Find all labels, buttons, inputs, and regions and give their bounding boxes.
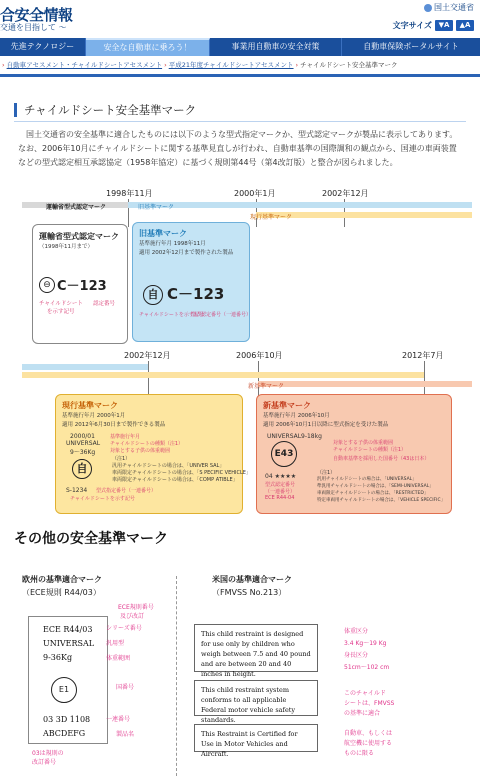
current-mark-code-note: 型式指定番号（一連番号） [96,488,157,494]
new-mark-left-note: （一連番号） [265,489,296,495]
band-new [258,381,472,387]
new-mark-apply: 2006年10月1日以降に型式指定を受けた製品 [275,422,389,428]
current-mark-note: 基準施行年月 [110,434,141,440]
old-mark-title: 運輸省型式認定マーク [39,232,119,241]
timeline-year: 2006年10月 [236,351,283,360]
breadcrumb-arrow-icon: › [164,61,167,69]
ministry-logo-icon [424,4,432,12]
timeline-year: 2000年1月 [234,189,276,198]
eu-annotation: 汎用型 [106,640,125,647]
us-annotation: このチャイルド [344,690,386,697]
main-nav [0,38,480,56]
new-mark-effective: 基準施行年月 2006年10月 [263,413,330,419]
us-annotation: の基準に適合 [344,710,381,717]
site-header [0,0,480,38]
eu-annotation: 一連番号 [106,716,131,723]
timeline-tick [424,361,425,397]
new-mark-note: 自動車基準を採用した国番号（43は日本） [333,456,430,462]
other-marks-heading: その他の安全基準マーク [14,531,168,547]
breadcrumb-link-h21[interactable]: 平成21年度チャイルドシートアセスメント [168,61,294,69]
us-annotation: 身長区分 [344,652,369,659]
eu-annotation: 製品名 [116,731,135,738]
prev-mark-apply: 2002年12月まで製作された製品 [151,250,234,256]
current-mark-note: 車両限定チャイルドシートの場合は、「S PECIFIC VEHICLE」 [112,470,251,476]
new-mark-m2: 9-18kg [301,433,322,440]
new-mark-m1: UNIVERSAL [267,433,302,440]
old-mark-box [32,224,128,344]
intro-text: 国土交通省の安全基準に適合したものには以下のような型式指定マークか、型式認定マークが製品に表示してあります。なお、2006年10月にチャイルドシートに関する基準見直しが行われ、自動車基準の国際調和の観点から、国連の車両装置などの型式認定相互承認協定（1958年協定）に基づく規則第44号（第4改訂版）と整合が図られました。 [18,130,458,167]
site-subtitle: 交通を目指して ～ [0,23,67,32]
new-mark-symbol-icon: E43 [271,441,297,467]
old-mark-note: チャイルドシート [39,301,83,307]
band-new-label: 新基準マーク [248,383,285,390]
eu-annotation: 03は規則の [32,750,64,757]
eu-mark-line: ECE R44/03 [43,625,93,634]
timeline-year: 2002年12月 [322,189,369,198]
us-annotation: 3.4 Kg～19 Kg [344,640,387,647]
tab-safe-car[interactable]: 安全な自動車に乗ろう！ [86,38,210,56]
prev-mark-symbol-icon: 自 [143,285,163,305]
timeline-year: 2012年7月 [402,351,444,360]
new-mark-left-note: ECE R44-04 [265,495,295,501]
current-mark-effective: 基準施行年月 2000年1月 [62,413,126,419]
prev-mark-note: チャイルドシートを示す記号 [139,312,204,318]
new-mark-note: 車両限定チャイルドシートの場合は、「RESTRICTED」 [317,491,429,496]
timeline-tick [148,361,149,397]
current-mark-code: S-1234 [66,487,88,494]
us-annotation: 体重区分 [344,628,369,635]
header-divider [0,74,480,77]
eu-annotation: 改訂番号 [32,759,57,766]
new-mark-left-note: 型式認定番号 [265,482,296,488]
breadcrumb-link-assessment[interactable]: 自動車アセスメント・チャイルドシートアセスメント [6,61,163,69]
old-mark-symbol-icon: ⊖ [39,277,55,293]
ministry-name: 国土交通省 [434,3,474,12]
band-prev-label: 旧基準マーク [138,204,175,211]
ministry-logo[interactable] [424,2,474,13]
current-mark-note: 対象とする子供の体重範囲 [110,448,171,454]
current-mark-apply: 2012年6月30日まで製作できる製品 [74,422,166,428]
current-mark-symbol-icon: 自 [72,459,92,479]
prev-mark-code: C－123 [167,285,225,303]
font-size-large-button[interactable]: ▲A [456,20,474,31]
eu-mark-title: 欧州の基準適合マーク [22,575,102,584]
site-title[interactable]: 合安全情報 [0,6,73,24]
eu-annotation: ECE規則番号 [118,604,154,611]
font-size-small-button[interactable]: ▼A [435,20,453,31]
current-mark-code-note: チャイルドシートを示す記号 [70,496,135,502]
prev-mark-apply-prefix: 適用 [139,250,151,256]
current-mark-m1: 2000/01 [70,433,95,440]
eu-mark-line: 03 3D 1108 [43,715,91,724]
new-mark-box [256,394,452,514]
new-mark-code: 04 [265,473,273,480]
band-old-label: 運輸省型式認定マーク [46,204,107,211]
us-annotation: 51cm～102 cm [344,664,390,671]
us-annotation: 航空機に使用する [344,740,393,747]
prev-mark-effective: 基準施行年月 1998年11月 [139,241,206,247]
old-mark-code: C－123 [57,279,107,294]
current-mark-m2: UNIVERSAL [66,440,101,447]
current-mark-note-heading: （注1） [112,456,131,462]
current-mark-box [55,394,251,514]
timeline-year: 1998年11月 [106,189,153,198]
eu-mark-line: UNIVERSAL [43,639,95,648]
us-mark-aircraft-box: This Restraint is Certified for Use in Motor Vehicles and Aircraft. [194,724,318,752]
eu-mark-line: 9-36Kg [43,653,73,662]
us-mark-conformity-box: This child restraint system conforms to all applicable Federal motor vehicle safety standards. [194,680,318,716]
band-current-label: 現行基準マーク [250,214,293,221]
us-mark-subtitle: （FMVSS No.213） [212,588,287,597]
new-mark-apply-prefix: 適用 [263,422,275,428]
prev-mark-box [132,222,250,342]
new-mark-title: 新基準マーク [263,401,311,410]
prev-mark-note: 型式認定番号（一連番号） [191,312,252,318]
old-mark-note: 認定番号 [93,301,116,307]
eu-annotation: 国番号 [116,684,135,691]
timeline-tick [258,361,259,397]
breadcrumb-current: チャイルドシート安全基準マーク [300,61,398,69]
font-size-control [393,20,474,31]
old-mark-period: （1998年11月まで） [39,244,93,250]
column-divider [176,576,177,776]
new-mark-note: 汎用チャイルドシートの場合は、「UNIVERSAL」 [317,477,417,482]
eu-mark-line: ABCDEFG [43,729,86,738]
page-title: チャイルドシート安全基準マーク [14,100,466,122]
eu-mark-e1-icon: E1 [51,677,77,703]
tab-insurance-portal[interactable]: 自動車保険ポータルサイト [363,42,459,51]
timeline-year: 2002年12月 [124,351,171,360]
font-size-label: 文字サイズ [392,21,432,30]
breadcrumb-arrow-icon: › [2,61,5,69]
current-mark-apply-prefix: 適用 [62,422,74,428]
new-mark-note: 特定車両用チャイルドシートの場合は、「VEHICLE SPECIFIC」 [317,498,446,503]
us-mark-title: 米国の基準適合マーク [212,575,292,584]
current-mark-note: 車両限定チャイルドシートの場合は、「COMP ATIBLE」 [112,477,238,483]
current-mark-note: 汎用チャイルドシートの場合は、「UNIVER SAL」 [112,463,225,469]
eu-mark-subtitle: （ECE規則 R44/03） [22,588,101,597]
new-mark-note: 準汎用チャイルドシートの場合は、「SEMI-UNIVERSAL」 [317,484,434,489]
breadcrumb-arrow-icon: › [295,61,299,69]
eu-annotation: 及び改訂 [120,613,145,620]
tab-advanced-technology[interactable]: 先進テクノロジー [0,38,86,56]
band-prev [128,202,472,208]
current-mark-m3: 9～36Kg [70,449,96,456]
us-annotation: ものに限る [344,750,375,757]
eu-annotation: シリーズ番号 [106,625,142,632]
current-mark-title: 現行基準マーク [62,401,118,410]
us-mark-weight-box: This child restraint is designed for use only by children who weigh between 7.5 and 40 pound and are between 20 and 40 inches in height. [194,624,318,672]
band-prev-2 [22,364,148,370]
band-current-2 [22,372,424,378]
new-mark-note: チャイルドシートの種類（注1） [333,447,407,453]
eu-mark-label [28,616,108,744]
new-mark-note-heading: （注1） [317,470,336,476]
new-mark-note: 対象とする子供の体重範囲 [333,440,394,446]
current-mark-note: チャイルドシートの種類（注1） [110,441,184,447]
us-annotation: 自動車、もしくは [344,730,393,737]
us-annotation: シートは、FMVSS [344,700,395,707]
prev-mark-title: 旧基準マーク [139,229,187,238]
breadcrumb [0,58,480,72]
tab-commercial-vehicle-safety[interactable]: 事業用自動車の安全対策 [210,38,342,56]
star-rating-icon: ★★★★ [274,473,297,480]
eu-annotation: 体重範囲 [106,655,131,662]
old-mark-note: を示す記号 [47,309,75,315]
